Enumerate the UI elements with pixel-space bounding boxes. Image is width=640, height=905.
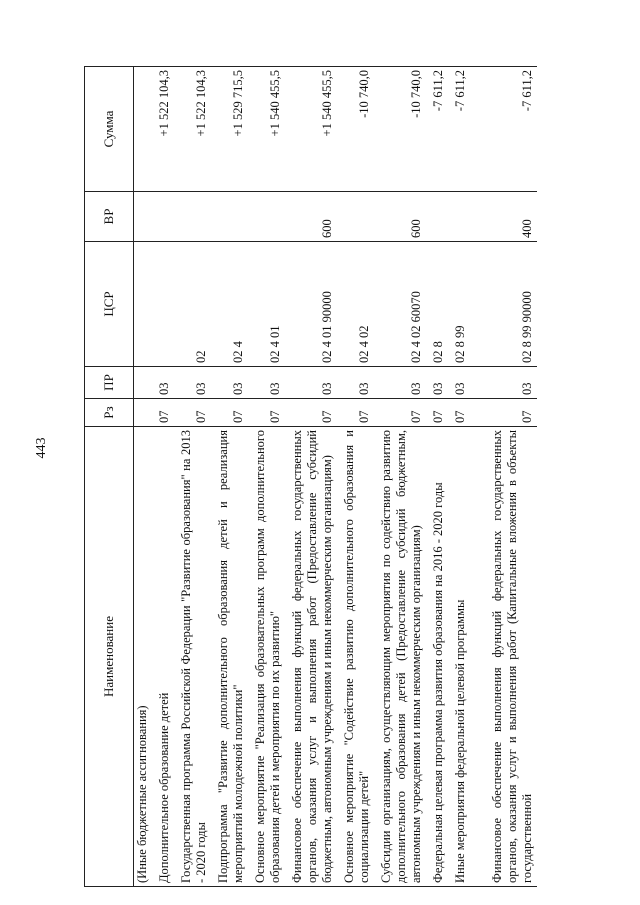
row-name: Основное мероприятие "Реализация образовательных программ дополнительного образования детей и мероприятия по их развитию" [252, 427, 289, 887]
header-csr: ЦСР [85, 242, 134, 367]
row-vr [156, 192, 178, 242]
row-pr: 03 [252, 367, 289, 399]
row-rz: 07 [378, 399, 430, 427]
table-row [156, 67, 178, 887]
table-row [452, 67, 474, 887]
row-vr [452, 192, 474, 242]
table-row [341, 67, 378, 887]
row-name: (Иные бюджетные ассигнования) [134, 427, 157, 887]
row-pr: 03 [430, 367, 452, 399]
row-pr: 03 [215, 367, 252, 399]
row-vr: 400 [474, 192, 537, 242]
row-csr: 02 [178, 242, 215, 367]
row-vr [430, 192, 452, 242]
row-csr: 02 8 99 90000 [474, 242, 537, 367]
row-pr: 03 [378, 367, 430, 399]
row-vr [215, 192, 252, 242]
row-name: Государственная программа Российской Федерации "Развитие образования" на 2013 - 2020 годы [178, 427, 215, 887]
table-row [430, 67, 452, 887]
row-name: Финансовое обеспечение выполнения функций федеральных государственных органов, оказания услуг и выполнения работ (Капитальные вложения в объекты государственной [474, 427, 537, 887]
row-csr: 02 8 99 [452, 242, 474, 367]
row-sum: -7 611,2 [452, 67, 474, 192]
table-row [178, 67, 215, 887]
rotated-table-container [84, 67, 604, 887]
row-pr: 03 [341, 367, 378, 399]
budget-table [84, 66, 537, 887]
row-csr: 02 4 02 [341, 242, 378, 367]
row-rz: 07 [341, 399, 378, 427]
row-pr [134, 367, 157, 399]
row-rz: 07 [156, 399, 178, 427]
row-csr: 02 4 [215, 242, 252, 367]
row-csr: 02 4 01 90000 [289, 242, 341, 367]
header-sum: Сумма [85, 67, 134, 192]
row-vr [252, 192, 289, 242]
row-name: Подпрограмма "Развитие дополнительного образования детей и реализация мероприятий молодежной политики" [215, 427, 252, 887]
row-sum: +1 529 715,5 [215, 67, 252, 192]
row-sum: -7 611,2 [430, 67, 452, 192]
row-name: Иные мероприятия федеральной целевой программы [452, 427, 474, 887]
row-sum: +1 540 455,5 [252, 67, 289, 192]
row-csr [134, 242, 157, 367]
row-rz: 07 [430, 399, 452, 427]
row-pr: 03 [452, 367, 474, 399]
table-row [378, 67, 430, 887]
row-vr [341, 192, 378, 242]
table-row [289, 67, 341, 887]
row-vr [134, 192, 157, 242]
row-name: Субсидии организациям, осуществляющим мероприятия по содействию развитию дополнительного образования детей (Предоставление субсидий бюджетным, автономным учреждениям и иным некоммерческим организациям) [378, 427, 430, 887]
row-sum [134, 67, 157, 192]
row-name: Дополнительное образование детей [156, 427, 178, 887]
header-pr: ПР [85, 367, 134, 399]
row-csr: 02 4 01 [252, 242, 289, 367]
header-rz: Рз [85, 399, 134, 427]
table-header-row [85, 67, 134, 887]
row-vr: 600 [378, 192, 430, 242]
row-sum: +1 522 104,3 [178, 67, 215, 192]
table-row [134, 67, 157, 887]
row-sum: -10 740,0 [341, 67, 378, 192]
row-rz: 07 [289, 399, 341, 427]
row-rz: 07 [452, 399, 474, 427]
row-rz: 07 [474, 399, 537, 427]
header-vr: ВР [85, 192, 134, 242]
table-row [474, 67, 537, 887]
page-number: 443 [34, 437, 49, 459]
row-rz: 07 [252, 399, 289, 427]
header-name: Наименование [85, 427, 134, 887]
row-vr [178, 192, 215, 242]
row-sum: -7 611,2 [474, 67, 537, 192]
row-sum: -10 740,0 [378, 67, 430, 192]
row-pr: 03 [156, 367, 178, 399]
row-sum: +1 540 455,5 [289, 67, 341, 192]
row-vr: 600 [289, 192, 341, 242]
table-row [252, 67, 289, 887]
row-csr: 02 8 [430, 242, 452, 367]
row-csr: 02 4 02 60070 [378, 242, 430, 367]
row-name: Финансовое обеспечение выполнения функций федеральных государственных органов, оказания услуг и выполнения работ (Предоставление субсидий бюджетным, автономным учреждениям и иным некоммерческим организациям) [289, 427, 341, 887]
row-pr: 03 [474, 367, 537, 399]
row-pr: 03 [178, 367, 215, 399]
row-sum: +1 522 104,3 [156, 67, 178, 192]
row-name: Основное мероприятие "Содействие развитию дополнительного образования и социализации детей" [341, 427, 378, 887]
table-row [215, 67, 252, 887]
row-rz: 07 [178, 399, 215, 427]
row-csr [156, 242, 178, 367]
row-rz [134, 399, 157, 427]
row-name: Федеральная целевая программа развития образования на 2016 - 2020 годы [430, 427, 452, 887]
row-rz: 07 [215, 399, 252, 427]
row-pr: 03 [289, 367, 341, 399]
